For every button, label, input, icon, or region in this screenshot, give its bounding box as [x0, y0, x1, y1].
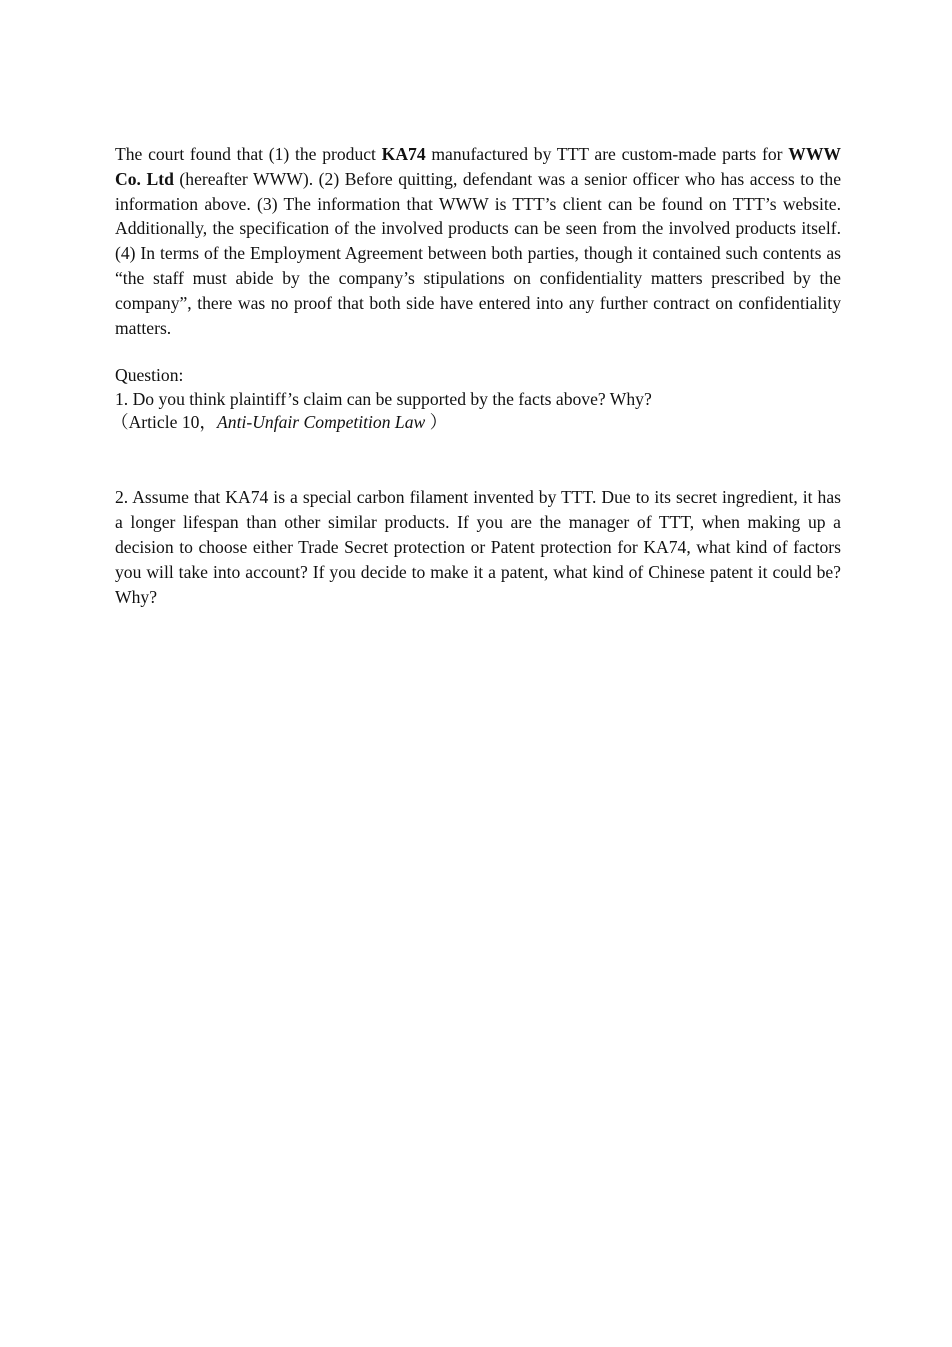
court-findings-paragraph [115, 142, 841, 340]
question-2-paragraph: 2. Assume that KA74 is a special carbon filament invented by TTT. Due to its secret ingredient, it has a longer lifespan than other similar products. If you are the manager of TTT, when making up a decision to choose either Trade Secret protection or Patent protection for KA74, what kind of factors you will take into account? If you decide to make it a patent, what kind of Chinese patent it could be? Why? [115, 487, 841, 607]
product-name-bold: KA74 [381, 144, 426, 164]
law-name-italic: Anti-Unfair Competition Law [217, 412, 426, 433]
question-heading: Question: [115, 365, 184, 386]
reference-open-text: （Article 10， [111, 412, 218, 433]
findings-intro-text: The court found that (1) the product [115, 144, 382, 164]
question-1-reference [111, 411, 841, 433]
document-body [111, 142, 841, 609]
findings-mid-text: manufactured by TTT are custom-made parts for [425, 144, 789, 164]
question-1-text: 1. Do you think plaintiff’s claim can be supported by the facts above? Why? [115, 389, 652, 410]
reference-close-text: ） [425, 412, 448, 433]
company-name-bold: WWW Co. Ltd [115, 144, 841, 189]
findings-rest-text: (hereafter WWW). (2) Before quitting, defendant was a senior officer who has access to the information above. (3) The information that WWW is TTT’s client can be found on TTT’s website. Additionally, the specification of the involved products can be seen from the involved products itself. (4) In terms of the Employment Agreement between both parties, though it contained such contents as “the staff must abide by the company’s stipulations on confidentiality matters prescribed by the company”, there was no proof that both side have entered into any further contract on confidentiality matters. [115, 168, 841, 338]
